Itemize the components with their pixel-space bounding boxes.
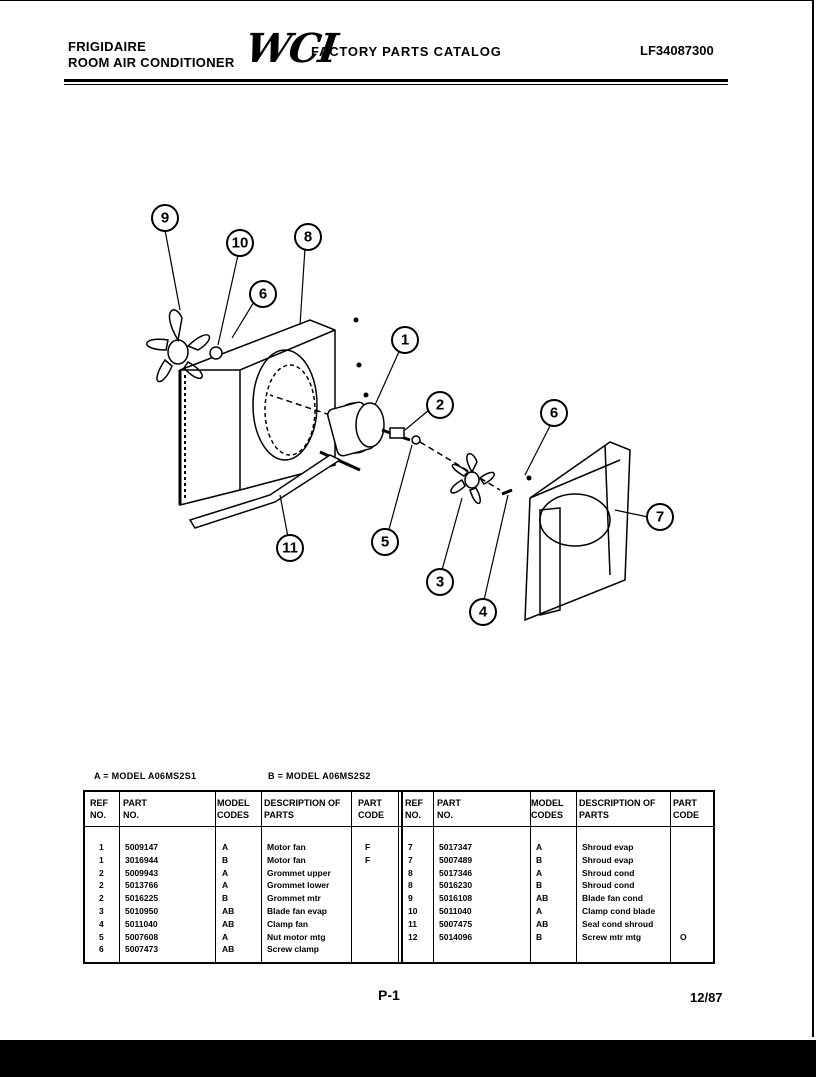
left-row-8-part: 5007608 <box>125 931 159 942</box>
legend-model-b: B = MODEL A06MS2S2 <box>268 771 371 781</box>
right-row-8-model: B <box>536 931 543 942</box>
right-row-3-part: 5017346 <box>439 867 473 878</box>
left-row-6-ref: 3 <box>99 906 104 916</box>
callout-8-label <box>295 224 321 250</box>
left-row-9-model: AB <box>222 944 235 955</box>
svg-text:10: 10 <box>231 234 249 252</box>
left-row-2-desc: Motor fan <box>267 854 306 865</box>
left-row-7-ref: 4 <box>99 918 104 929</box>
right-row-1-part: 5017347 <box>439 842 473 852</box>
right-row-6-ref: 10 <box>408 906 418 916</box>
svg-text:9: 9 <box>160 209 170 227</box>
left-row-2-model: B <box>222 854 229 865</box>
right-row-7-model: AB <box>536 918 549 929</box>
right-row-8-part: 5014096 <box>439 931 473 942</box>
evaporator-fan-blade-drawing <box>420 442 512 503</box>
left-row-3-model: A <box>222 867 229 878</box>
wci-logo: WCI <box>242 25 339 72</box>
nut-drawing <box>412 436 420 444</box>
callout-1-label <box>392 327 418 353</box>
right-row-8-ref: 12 <box>408 931 418 942</box>
svg-text:6: 6 <box>549 404 559 422</box>
svg-text:8: 8 <box>303 228 313 246</box>
left-row-7-model: AB <box>222 918 235 929</box>
right-row-1-desc: Shroud evap <box>582 842 634 852</box>
left-row-8-model: A <box>222 931 229 942</box>
callout-6b-label <box>541 400 567 426</box>
callout-6-label <box>250 281 276 307</box>
left-row-8-ref: 5 <box>99 931 104 942</box>
svg-text:6: 6 <box>258 285 268 303</box>
left-row-1-code: F <box>365 842 371 852</box>
right-row-7-ref: 11 <box>408 918 417 929</box>
right-row-1-model: A <box>536 842 543 852</box>
left-row-9-ref: 6 <box>99 944 104 955</box>
svg-text:7: 7 <box>655 508 665 526</box>
left-row-4-ref: 2 <box>99 880 104 891</box>
right-row-6-desc: Clamp cond blade <box>582 906 656 916</box>
left-row-6-desc: Blade fan evap <box>267 906 327 916</box>
left-row-4-part: 5013766 <box>125 880 159 891</box>
right-row-3-desc: Shroud cond <box>582 867 635 878</box>
header-ref-no-right: REF NO. <box>405 798 423 820</box>
left-row-5-ref: 2 <box>99 893 104 904</box>
left-row-5-desc: Grommet mtr <box>267 893 321 904</box>
header-part-no-right: PART NO. <box>437 798 461 820</box>
right-row-4-part: 5016230 <box>439 880 473 891</box>
right-row-2-ref: 7 <box>408 854 413 865</box>
right-row-4-model: B <box>536 880 543 891</box>
svg-text:11: 11 <box>282 539 298 557</box>
left-row-1-desc: Motor fan <box>267 842 306 852</box>
parts-table <box>83 790 715 964</box>
right-row-5-ref: 9 <box>408 893 413 904</box>
left-row-3-ref: 2 <box>99 867 104 878</box>
left-row-4-desc: Grommet lower <box>267 880 330 891</box>
scan-bottom-band <box>0 1040 816 1077</box>
right-row-7-desc: Seal cond shroud <box>582 918 654 929</box>
header-model-codes-right: MODEL CODES <box>531 798 564 820</box>
header-part-code-right: PART CODE <box>673 798 700 820</box>
left-row-1-ref: 1 <box>99 842 104 852</box>
header-model-codes: MODEL CODES <box>217 798 250 820</box>
svg-text:1: 1 <box>400 331 410 349</box>
product-type: ROOM AIR CONDITIONER <box>68 55 235 70</box>
header-rule <box>64 79 728 82</box>
right-row-4-desc: Shroud cond <box>582 880 635 891</box>
svg-text:4: 4 <box>478 603 488 621</box>
left-row-2-code: F <box>365 854 371 865</box>
left-row-2-ref: 1 <box>99 854 104 865</box>
header-rule-thin <box>64 84 728 85</box>
catalog-date: 12/87 <box>690 990 723 1005</box>
right-row-5-part: 5016108 <box>439 893 473 904</box>
right-row-5-model: AB <box>536 893 549 904</box>
callout-5-label <box>372 529 398 555</box>
left-row-3-desc: Grommet upper <box>267 867 331 878</box>
right-row-1-ref: 7 <box>408 842 413 852</box>
grommet-drawing <box>390 428 404 438</box>
callout-10-label <box>227 230 253 256</box>
right-row-6-part: 5011040 <box>439 906 472 916</box>
evaporator-shroud-drawing <box>525 442 630 620</box>
left-row-8-desc: Nut motor mtg <box>267 931 326 942</box>
right-row-4-ref: 8 <box>408 880 413 891</box>
right-row-7-part: 5007475 <box>439 918 473 929</box>
left-row-1-model: A <box>222 842 229 852</box>
right-row-6-model: A <box>536 906 543 916</box>
right-row-5-desc: Blade fan cond <box>582 893 643 904</box>
left-row-6-model: AB <box>222 906 235 916</box>
callout-3-label <box>427 569 453 595</box>
header-part-no: PART NO. <box>123 798 147 820</box>
left-row-3-part: 5009943 <box>125 867 159 878</box>
left-row-6-part: 5010950 <box>125 906 159 916</box>
svg-text:5: 5 <box>380 533 390 551</box>
right-row-8-code: O <box>680 931 687 942</box>
callout-9-label <box>152 205 178 231</box>
header-ref-no: REF NO. <box>90 798 108 820</box>
callout-2-label <box>427 392 453 418</box>
header-description: DESCRIPTION OF PARTS <box>264 798 341 820</box>
brand-name: FRIGIDAIRE <box>68 39 147 54</box>
left-row-9-desc: Screw clamp <box>267 944 319 955</box>
left-row-1-part: 5009147 <box>125 842 159 852</box>
right-row-8-desc: Screw mtr mtg <box>582 931 642 942</box>
svg-text:3: 3 <box>435 573 445 591</box>
right-row-2-desc: Shroud evap <box>582 854 634 865</box>
right-row-3-model: A <box>536 867 543 878</box>
left-row-5-part: 5016225 <box>125 893 159 904</box>
left-row-4-model: A <box>222 880 229 891</box>
svg-text:2: 2 <box>435 396 445 414</box>
model-number: LF34087300 <box>640 43 714 58</box>
right-row-3-ref: 8 <box>408 867 413 878</box>
callout-7-label <box>647 504 673 530</box>
left-row-7-part: 5011040 <box>125 918 158 929</box>
page-number: P-1 <box>378 987 400 1003</box>
catalog-title: FACTORY PARTS CATALOG <box>311 44 502 59</box>
exploded-parts-diagram <box>120 190 700 640</box>
right-row-2-part: 5007489 <box>439 854 473 865</box>
callout-4-label <box>470 599 496 625</box>
right-row-2-model: B <box>536 854 543 865</box>
brand-block <box>68 39 235 71</box>
header-description-right: DESCRIPTION OF PARTS <box>579 798 656 820</box>
left-row-9-part: 5007473 <box>125 944 159 955</box>
left-row-2-part: 3016944 <box>125 854 159 865</box>
left-row-5-model: B <box>222 893 229 904</box>
header-part-code: PART CODE <box>358 798 385 820</box>
legend-model-a: A = MODEL A06MS2S1 <box>94 771 197 781</box>
callout-11-label <box>277 535 303 561</box>
left-row-7-desc: Clamp fan <box>267 918 309 929</box>
